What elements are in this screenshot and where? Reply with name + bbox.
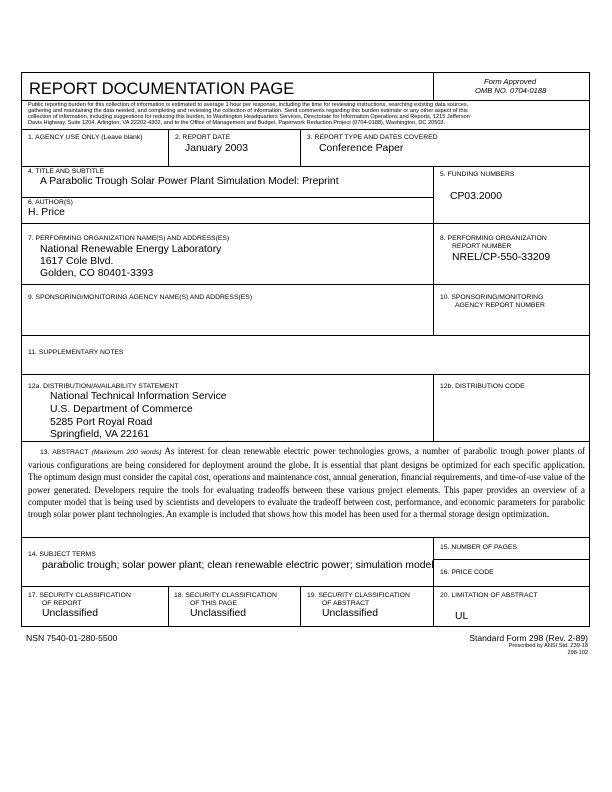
distribution-code-label: 12b. DISTRIBUTION CODE: [440, 383, 525, 390]
title-subtitle-label: 4. TITLE AND SUBTITLE: [28, 168, 105, 175]
sponsoring-report-label-1: 10. SPONSORING/MONITORING: [440, 294, 544, 301]
abstract-block: [28, 445, 585, 520]
agency-use-label: 1. AGENCY USE ONLY (Leave blank): [28, 134, 143, 141]
abstract-text: As interest for clean renewable electric power technologies grows, a number of parabolic trough power plants of various configurations are being considered for deployment around the globe. It is essential that plant designs be optimized for each specific application. The optimum design must consider the capital cost, operations and maintenance cost, annual generation, financial requirements, and time-of-use value of the power generated. Developers require the tools for evaluating tradeoffs between these various project elements. This paper provides an overview of a computer model that is being used by scientists and developers to evaluate the tradeoff between cost, performance, and economic parameters for parabolic trough solar power plant technologies. An example is included that shows how this model has been used for a thermal storage design optimization.: [28, 446, 585, 520]
report-documentation-form: [21, 72, 590, 627]
subject-terms-value: parabolic trough; solar power plant; clean renewable electric power; simulation model: [42, 560, 434, 571]
security-page-value: Unclassified: [190, 608, 247, 619]
form-approved-label: Form Approved: [484, 77, 537, 86]
sponsoring-report-label-2: AGENCY REPORT NUMBER: [455, 302, 545, 309]
security-page-label-2: OF THIS PAGE: [190, 600, 237, 607]
security-report-value: Unclassified: [42, 608, 99, 619]
report-type-value: Conference Paper: [319, 143, 404, 154]
omb-number: OMB NO. 0704-0188: [475, 86, 547, 95]
sponsoring-agency-label: 9. SPONSORING/MONITORING AGENCY NAME(S) AND ADDRESS(ES): [28, 294, 253, 301]
security-abstract-label-2: OF ABSTRACT: [322, 600, 370, 607]
security-report-label-1: 17. SECURITY CLASSIFICATION: [28, 592, 131, 599]
prescribed-by-label: Prescribed by ANSI Std. Z39-18: [508, 643, 588, 649]
security-abstract-label-1: 19. SECURITY CLASSIFICATION: [307, 592, 410, 599]
burden-statement: Public reporting burden for this collection of information is estimated to average 1 hour per response, including the time for reviewing instructions, searching existing data sources, gathering and maintaining the data needed, and completing and reviewing the collection of information. Send comments regarding this burden estimate or any other aspect of this collection of information, including suggestions for reducing this burden, to Washington Headquarters Services, Directorate for Information Operations and Reports, 1215 Jefferson Davis Highway, Suite 1204, Arlington, VA 22202-4302, and to the Office of Management and Budget, Paperwork Reduction Project (0704-0188), Washington, DC 20503.: [28, 102, 470, 126]
title-subtitle-value: A Parabolic Trough Solar Power Plant Simulation Model: Preprint: [40, 176, 339, 187]
form-code: 298-102: [567, 650, 588, 656]
performing-org-line2: 1617 Cole Blvd.: [40, 256, 114, 267]
supplementary-notes-label: 11. SUPPLEMENTARY NOTES: [28, 349, 124, 356]
funding-numbers-label: 5. FUNDING NUMBERS: [440, 171, 515, 178]
performing-report-label-2: REPORT NUMBER: [452, 243, 512, 250]
standard-form-label: Standard Form 298 (Rev. 2-89): [469, 633, 588, 643]
distribution-line2: U.S. Department of Commerce: [50, 404, 193, 415]
distribution-line4: Springfield, VA 22161: [50, 429, 150, 440]
performing-org-line3: Golden, CO 80401-3393: [40, 268, 154, 279]
report-date-value: January 2003: [185, 143, 248, 154]
author-value: H. Price: [28, 207, 65, 218]
nsn-number: NSN 7540-01-280-5500: [26, 633, 118, 643]
limitation-of-abstract-value: UL: [455, 611, 469, 622]
report-type-label: 3. REPORT TYPE AND DATES COVERED: [307, 134, 438, 141]
form-title: REPORT DOCUMENTATION PAGE: [29, 80, 295, 98]
limitation-of-abstract-label: 20. LIMITATION OF ABSTRACT: [440, 592, 538, 599]
performing-org-line1: National Renewable Energy Laboratory: [40, 244, 222, 255]
security-report-label-2: OF REPORT: [42, 600, 82, 607]
performing-report-number: NREL/CP-550-33209: [452, 252, 551, 263]
distribution-statement-label: 12a. DISTRIBUTION/AVAILABILITY STATEMENT: [28, 383, 179, 390]
subject-terms-label: 14. SUBJECT TERMS: [28, 551, 96, 558]
performing-org-label: 7. PERFORMING ORGANIZATION NAME(S) AND ADDRESS(ES): [28, 235, 230, 242]
distribution-line1: National Technical Information Service: [50, 391, 227, 402]
distribution-line3: 5285 Port Royal Road: [50, 417, 153, 428]
author-label: 6. AUTHOR(S): [28, 199, 73, 206]
security-abstract-value: Unclassified: [322, 608, 379, 619]
abstract-max-words: (Maximum 200 words): [91, 449, 162, 456]
performing-report-label-1: 8. PERFORMING ORGANIZATION: [440, 235, 547, 242]
report-date-label: 2. REPORT DATE: [175, 134, 231, 141]
security-page-label-1: 18. SECURITY CLASSIFICATION: [174, 592, 277, 599]
number-of-pages-label: 15. NUMBER OF PAGES: [440, 544, 517, 551]
funding-numbers-value: CP03.2000: [450, 191, 502, 202]
abstract-label: 13. ABSTRACT: [40, 449, 89, 456]
price-code-label: 16. PRICE CODE: [440, 569, 494, 576]
